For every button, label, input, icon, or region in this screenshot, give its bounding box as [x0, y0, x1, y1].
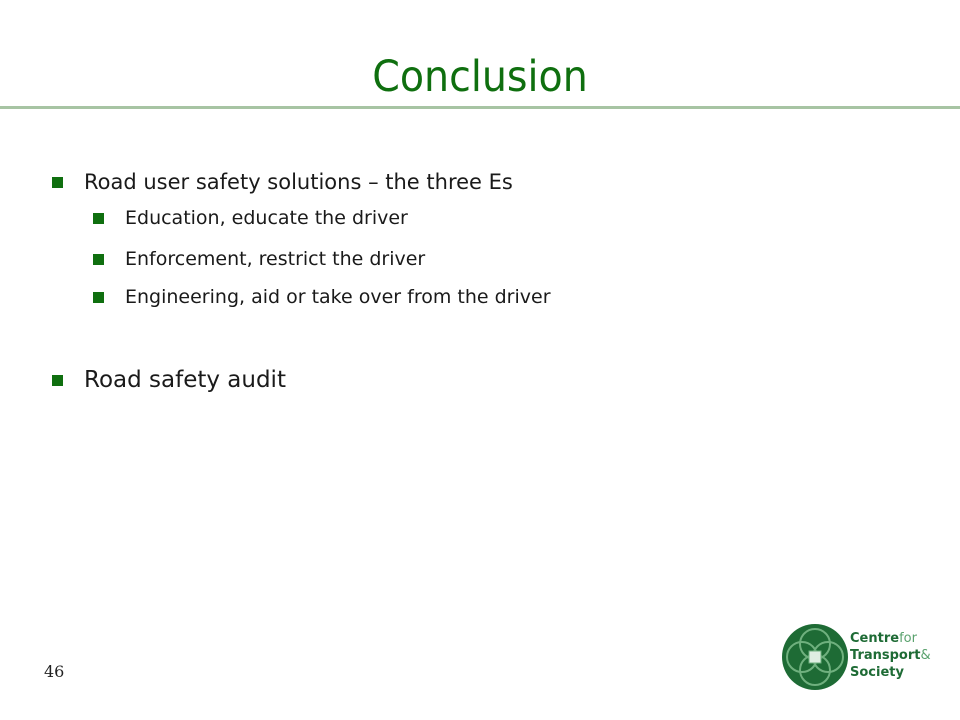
bullet-text: Road user safety solutions – the three Es: [84, 170, 513, 194]
bullet-square-icon: [52, 375, 63, 386]
bullet-square-icon: [93, 213, 104, 224]
bullet-square-icon: [52, 177, 63, 188]
logo-line-ampersand: &: [920, 648, 931, 663]
logo-wordmark: [850, 630, 931, 681]
bullet-item: [52, 367, 286, 393]
logo-emblem-icon: [780, 622, 850, 692]
centre-for-transport-society-logo: [780, 622, 932, 692]
logo-line-centre: Centre: [850, 631, 900, 646]
bullet-square-icon: [93, 292, 104, 303]
slide-title: Conclusion: [372, 52, 588, 102]
sub-bullet-item: [93, 286, 551, 308]
page-number: 46: [44, 662, 65, 681]
sub-bullet-text: Education, educate the driver: [125, 207, 408, 229]
bullet-item: [52, 170, 513, 194]
logo-line-for: for: [899, 631, 917, 646]
bullet-text: Road safety audit: [84, 367, 286, 393]
sub-bullet-item: [93, 207, 408, 229]
sub-bullet-text: Enforcement, restrict the driver: [125, 248, 426, 270]
logo-line-society: Society: [850, 665, 904, 680]
title-divider: [0, 106, 960, 109]
bullet-square-icon: [93, 254, 104, 265]
logo-line-transport: Transport: [850, 648, 921, 663]
sub-bullet-item: [93, 248, 425, 270]
sub-bullet-text: Engineering, aid or take over from the driver: [125, 286, 551, 308]
